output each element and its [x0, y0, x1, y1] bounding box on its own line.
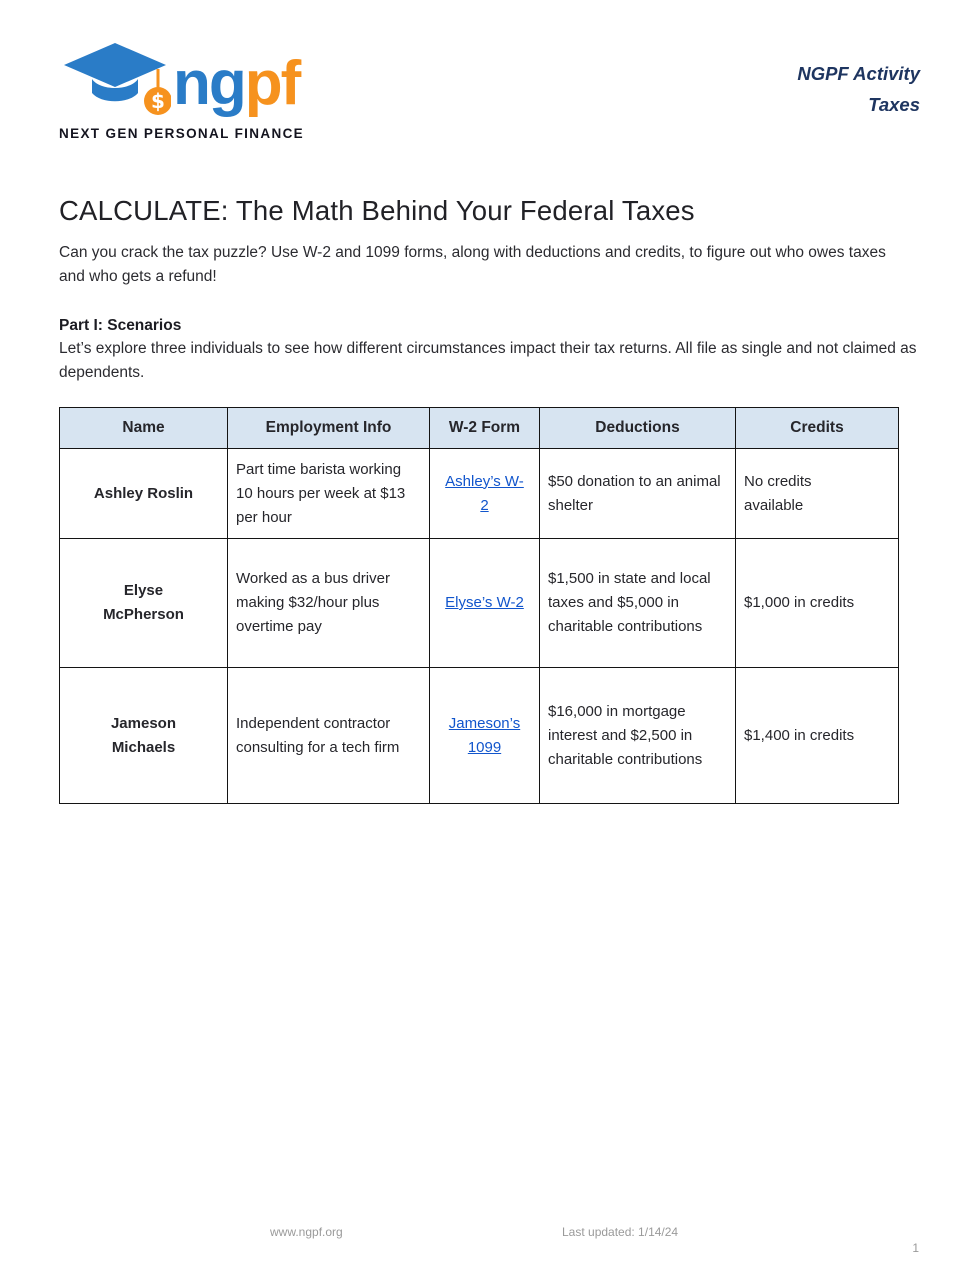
logo-tagline: NEXT GEN PERSONAL FINANCE: [59, 126, 305, 141]
credits-text: $1,000 in credits: [744, 594, 855, 611]
page-title: CALCULATE: The Math Behind Your Federal Taxes: [59, 195, 695, 226]
deductions-cell: $50 donation to an animal shelter: [540, 449, 736, 539]
svg-text:$: $: [151, 89, 165, 113]
column-header-w2-form: W-2 Form: [430, 408, 540, 449]
jameson-1099-link[interactable]: Jameson’s 1099: [448, 714, 521, 756]
activity-topic: Taxes: [868, 94, 920, 115]
column-header-employment: Employment Info: [228, 408, 430, 449]
scenarios-table: [59, 407, 899, 804]
ngpf-logotype: [173, 48, 299, 120]
logo-ng-text: ng: [173, 49, 245, 118]
person-name: Jameson Michaels: [110, 714, 177, 756]
ngpf-logo: [59, 40, 304, 141]
page-header: [59, 40, 920, 141]
footer-last-updated: Last updated: 1/14/24: [562, 1225, 679, 1239]
credits-cell: [736, 539, 899, 668]
activity-header: [797, 40, 920, 120]
page-number: 1: [912, 1241, 919, 1255]
person-name: Elyse McPherson: [103, 582, 184, 623]
table-row: [60, 449, 899, 539]
table-header-row: [60, 408, 899, 449]
part1-description: Let’s explore three individuals to see how different circumstances impact their tax returns. All file as single and not claimed as dependents.: [59, 340, 917, 381]
ashley-w2-link[interactable]: Ashley’s W-2: [445, 472, 524, 514]
deductions-cell: $1,500 in state and local taxes and $5,000 in charitable contributions: [540, 539, 736, 668]
form-cell: [430, 539, 540, 668]
table-row: [60, 539, 899, 668]
ngpf-logo-main: [59, 40, 304, 120]
table-row: [60, 668, 899, 804]
form-cell: [430, 668, 540, 804]
name-cell: [60, 539, 228, 668]
employment-cell: Independent contractor consulting for a tech firm: [228, 668, 430, 804]
intro-text: Can you crack the tax puzzle? Use W-2 and 1099 forms, along with deductions and credits, to figure out who owes taxes and who gets a refund!: [59, 244, 886, 285]
credits-cell: [736, 668, 899, 804]
form-cell: [430, 449, 540, 539]
activity-label: NGPF Activity: [797, 63, 920, 84]
credits-cell: [736, 449, 899, 539]
credits-text: No credits available: [744, 472, 812, 514]
logo-pf-text: pf: [244, 49, 300, 118]
name-cell: [60, 668, 228, 804]
footer-website: www.ngpf.org: [270, 1225, 343, 1239]
column-header-name: Name: [60, 408, 228, 449]
person-name: Ashley Roslin: [93, 484, 194, 502]
graduation-cap-icon: [59, 40, 171, 120]
column-header-credits: Credits: [736, 408, 899, 449]
credits-text: $1,400 in credits: [744, 726, 855, 744]
employment-cell: Part time barista working 10 hours per week at $13 per hour: [228, 449, 430, 539]
part1-heading: Part I: Scenarios: [59, 317, 182, 334]
deductions-cell: $16,000 in mortgage interest and $2,500 in charitable contributions: [540, 668, 736, 804]
elyse-w2-link[interactable]: Elyse’s W-2: [445, 594, 524, 611]
name-cell: [60, 449, 228, 539]
employment-cell: Worked as a bus driver making $32/hour plus overtime pay: [228, 539, 430, 668]
column-header-deductions: Deductions: [540, 408, 736, 449]
